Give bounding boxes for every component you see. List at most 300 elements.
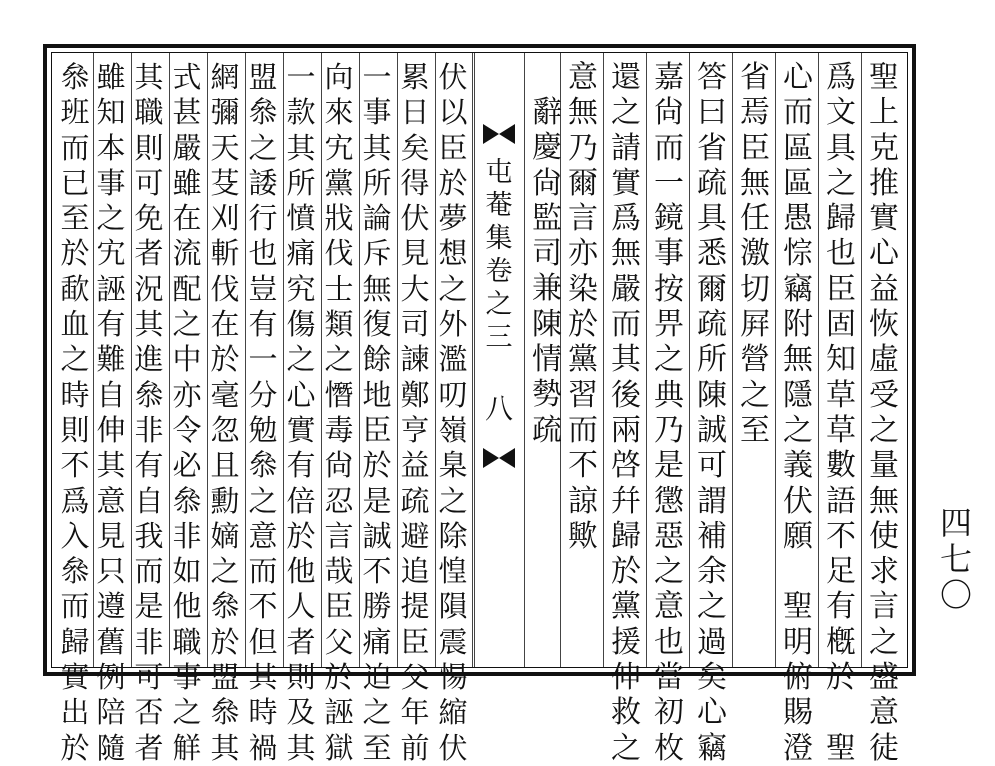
glyph: 克	[869, 130, 899, 166]
glyph: 臣	[438, 130, 468, 165]
glyph: 無	[869, 483, 899, 519]
glyph: 兩	[611, 412, 641, 448]
glyph: 誠	[697, 412, 727, 448]
glyph: 草	[826, 377, 856, 413]
page-number	[936, 505, 976, 613]
glyph: 諫	[400, 342, 430, 377]
glyph: 而	[783, 95, 813, 131]
glyph: 虛	[869, 342, 899, 378]
column-rule	[603, 53, 604, 667]
glyph: 使	[869, 518, 899, 554]
glyph: 求	[869, 554, 899, 590]
glyph: 於	[438, 165, 468, 200]
title-glyph: 之	[485, 289, 513, 320]
glyph: 之	[783, 412, 813, 448]
glyph: 言	[869, 589, 899, 625]
glyph: 隱	[783, 377, 813, 413]
glyph: 之	[438, 271, 468, 306]
glyph: 毫	[210, 377, 240, 412]
glyph: 忍	[324, 483, 354, 518]
glyph: 叅	[210, 589, 240, 624]
glyph: 於	[611, 554, 641, 590]
glyph: 中	[172, 342, 202, 377]
text-column	[246, 60, 280, 766]
glyph: 嫡	[210, 518, 240, 553]
glyph: 之	[248, 483, 278, 518]
glyph: 之	[869, 624, 899, 660]
text-column	[132, 60, 166, 766]
glyph: 來	[324, 95, 354, 130]
column-rule	[207, 53, 208, 667]
glyph: 陪	[96, 695, 126, 730]
glyph: 固	[826, 307, 856, 343]
glyph: 見	[96, 518, 126, 553]
glyph: 於	[210, 342, 240, 377]
glyph: 實	[611, 165, 641, 201]
glyph: 聖	[783, 589, 813, 625]
glyph: 余	[697, 554, 727, 590]
glyph: 爲	[826, 60, 856, 95]
glyph: 於	[826, 660, 856, 696]
glyph: 有	[248, 307, 278, 342]
glyph: 疏	[532, 412, 562, 448]
glyph: 叅	[172, 483, 202, 518]
glyph: 復	[362, 307, 392, 342]
glyph: 臬	[438, 448, 468, 483]
glyph: 及	[286, 695, 316, 730]
glyph: 父	[400, 660, 430, 695]
glyph: 伏	[783, 483, 813, 519]
glyph: 鄭	[400, 377, 430, 412]
glyph: 心	[697, 695, 727, 731]
glyph: 屛	[740, 307, 770, 343]
glyph: 如	[172, 554, 202, 589]
glyph: 類	[324, 307, 354, 342]
glyph: 鏡	[654, 201, 684, 237]
glyph: 彌	[210, 95, 240, 130]
glyph: 而	[568, 412, 598, 448]
glyph: 縮	[438, 695, 468, 730]
glyph: 區	[783, 130, 813, 166]
glyph: 只	[96, 554, 126, 589]
glyph: 時	[248, 695, 278, 730]
glyph: 無	[783, 342, 813, 378]
glyph: 血	[60, 307, 90, 342]
glyph: 叨	[438, 377, 468, 412]
glyph: 不	[362, 554, 392, 589]
glyph: 隨	[96, 730, 126, 765]
column-rule	[397, 53, 398, 667]
leaf-number: 八	[484, 392, 513, 425]
glyph: 本	[96, 130, 126, 165]
center-fold	[474, 120, 524, 540]
text-column	[737, 60, 773, 448]
glyph: 事	[96, 165, 126, 200]
glyph: 所	[362, 165, 392, 200]
glyph: 諒	[568, 483, 598, 519]
glyph: 者	[134, 236, 164, 271]
glyph: 不	[826, 518, 856, 554]
glyph: 除	[438, 518, 468, 553]
glyph: 歸	[60, 624, 90, 659]
glyph: 惶	[438, 554, 468, 589]
glyph: 至	[60, 201, 90, 236]
glyph: 遵	[96, 589, 126, 624]
glyph: 誣	[324, 695, 354, 730]
glyph: 臣	[362, 412, 392, 447]
glyph: 者	[134, 730, 164, 765]
glyph: 意	[248, 518, 278, 553]
glyph: 獄	[324, 730, 354, 765]
glyph	[823, 695, 859, 730]
text-column	[58, 60, 92, 766]
glyph: 款	[286, 95, 316, 130]
column-rule	[732, 53, 733, 667]
glyph: 已	[60, 165, 90, 200]
glyph: 雖	[172, 165, 202, 200]
glyph: 知	[826, 342, 856, 378]
glyph: 避	[400, 518, 430, 553]
glyph: 臣	[826, 271, 856, 307]
glyph: 援	[611, 624, 641, 660]
glyph: 臣	[400, 624, 430, 659]
page-number-glyph: 七	[939, 540, 972, 578]
glyph: 於	[60, 236, 90, 271]
glyph: 無	[362, 271, 392, 306]
glyph: 啓	[611, 448, 641, 484]
glyph: 行	[248, 201, 278, 236]
glyph: 補	[697, 518, 727, 554]
glyph: 具	[697, 201, 727, 237]
text-column	[694, 60, 730, 766]
glyph: 時	[60, 377, 90, 412]
glyph: 其	[611, 342, 641, 378]
glyph: 枚	[654, 730, 684, 766]
glyph: 文	[826, 95, 856, 131]
glyph: 悰	[783, 236, 813, 272]
text-column	[866, 60, 902, 766]
glyph: 矣	[697, 660, 727, 696]
glyph: 焉	[740, 95, 770, 131]
glyph: 其	[96, 448, 126, 483]
glyph: 悉	[697, 236, 727, 272]
glyph: 語	[826, 483, 856, 519]
glyph: 至	[362, 730, 392, 765]
glyph: 辭	[532, 95, 562, 130]
glyph: 徒	[869, 730, 899, 766]
glyph: 澄	[783, 730, 813, 766]
glyph: 其	[286, 130, 316, 165]
glyph: 一	[248, 342, 278, 377]
glyph: 斬	[210, 236, 240, 271]
glyph: 亨	[400, 412, 430, 447]
glyph: 懲	[654, 483, 684, 519]
glyph: 乃	[654, 412, 684, 448]
glyph: 疏	[697, 307, 727, 343]
glyph: 益	[400, 448, 430, 483]
glyph: 網	[210, 60, 240, 94]
glyph: 陳	[697, 377, 727, 413]
glyph: 日	[400, 95, 430, 130]
glyph: 無	[611, 236, 641, 272]
glyph: 救	[611, 695, 641, 731]
glyph: 出	[60, 695, 90, 730]
glyph: 之	[172, 307, 202, 342]
glyph: 黨	[568, 342, 598, 378]
title-glyph: 集	[485, 223, 513, 254]
glyph: 之	[96, 201, 126, 236]
glyph: 之	[697, 589, 727, 625]
glyph: 芟	[210, 165, 240, 200]
glyph: 之	[826, 165, 856, 201]
glyph: 職	[134, 95, 164, 130]
glyph: 可	[134, 660, 164, 695]
glyph: 有	[286, 448, 316, 483]
glyph: 切	[740, 271, 770, 307]
glyph: 有	[826, 589, 856, 625]
glyph: 竊	[697, 730, 727, 766]
column-rule	[93, 53, 94, 667]
glyph: 而	[248, 554, 278, 589]
glyph: 諉	[248, 165, 278, 200]
column-rule	[472, 53, 473, 667]
glyph: 還	[611, 60, 641, 95]
glyph: 有	[96, 307, 126, 342]
column-rule	[775, 53, 776, 667]
glyph: 斥	[362, 236, 392, 271]
column-rule	[435, 53, 436, 667]
glyph: 大	[400, 271, 430, 306]
glyph: 迫	[362, 660, 392, 695]
glyph: 向	[324, 60, 354, 94]
glyph: 以	[438, 95, 468, 130]
glyph: 盟	[210, 660, 240, 695]
glyph: 伐	[324, 236, 354, 271]
glyph: 事	[172, 660, 202, 695]
glyph: 當	[654, 660, 684, 696]
glyph: 意	[568, 60, 598, 95]
glyph: 則	[134, 130, 164, 165]
glyph: 恢	[869, 307, 899, 343]
glyph: 其	[248, 660, 278, 695]
glyph: 歸	[611, 518, 641, 554]
glyph: 誠	[362, 518, 392, 553]
glyph: 憯	[324, 377, 354, 412]
glyph: 倍	[286, 483, 316, 518]
glyph: 愚	[783, 201, 813, 237]
glyph: 分	[248, 377, 278, 412]
glyph: 追	[400, 554, 430, 589]
glyph: 監	[532, 200, 562, 236]
glyph: 知	[96, 95, 126, 130]
glyph: 叅	[60, 60, 90, 94]
glyph: 勝	[362, 589, 392, 624]
glyph: 究	[286, 271, 316, 306]
glyph: 其	[134, 60, 164, 94]
glyph: 至	[740, 412, 770, 448]
glyph: 於	[362, 448, 392, 483]
text-column	[529, 95, 565, 448]
glyph: 難	[96, 342, 126, 377]
glyph: 可	[134, 165, 164, 200]
glyph: 禍	[248, 730, 278, 765]
glyph: 者	[286, 624, 316, 659]
glyph: 天	[210, 130, 240, 165]
glyph: 前	[400, 730, 430, 765]
glyph: 不	[248, 589, 278, 624]
glyph: 歃	[60, 271, 90, 306]
glyph: 非	[172, 518, 202, 553]
glyph: 論	[362, 201, 392, 236]
glyph: 痛	[286, 236, 316, 271]
glyph: 尙	[532, 165, 562, 201]
glyph: 他	[172, 589, 202, 624]
glyph: 於	[286, 518, 316, 553]
glyph: 班	[60, 95, 90, 130]
glyph: 餘	[362, 342, 392, 377]
glyph: 嚴	[611, 271, 641, 307]
glyph: 初	[654, 695, 684, 731]
glyph: 自	[134, 483, 164, 518]
text-column	[398, 60, 432, 766]
glyph: 爲	[60, 483, 90, 518]
glyph: 是	[362, 483, 392, 518]
text-column	[94, 60, 128, 766]
text-column	[651, 60, 687, 766]
glyph: 外	[438, 307, 468, 342]
glyph: 隕	[438, 589, 468, 624]
glyph: 聖	[869, 60, 899, 95]
glyph: 士	[324, 271, 354, 306]
glyph: 而	[654, 130, 684, 166]
glyph: 臣	[324, 589, 354, 624]
glyph: 之	[869, 412, 899, 448]
glyph: 爾	[697, 271, 727, 307]
glyph: 尙	[324, 448, 354, 483]
column-rule	[169, 53, 170, 667]
glyph: 不	[60, 448, 90, 483]
glyph: 願	[783, 518, 813, 554]
glyph: 非	[134, 624, 164, 659]
glyph: 我	[134, 518, 164, 553]
glyph: 爲	[611, 201, 641, 237]
glyph: 賜	[783, 695, 813, 731]
glyph: 累	[400, 60, 430, 94]
glyph: 之	[60, 342, 90, 377]
glyph: 之	[324, 342, 354, 377]
glyph: 實	[60, 660, 90, 695]
glyph: 忽	[210, 412, 240, 447]
glyph: 自	[96, 377, 126, 412]
glyph: 義	[783, 448, 813, 484]
glyph: 且	[210, 448, 240, 483]
glyph: 他	[286, 554, 316, 589]
glyph: 之	[654, 342, 684, 378]
glyph: 況	[134, 271, 164, 306]
column-rule	[689, 53, 690, 667]
glyph: 而	[611, 307, 641, 343]
glyph: 上	[869, 95, 899, 131]
glyph: 但	[248, 624, 278, 659]
glyph: 在	[172, 201, 202, 236]
glyph: 舊	[96, 624, 126, 659]
glyph: 一	[286, 60, 316, 94]
glyph: 歸	[826, 201, 856, 237]
glyph: 營	[740, 342, 770, 378]
glyph: 父	[324, 624, 354, 659]
glyph: 盟	[248, 60, 278, 94]
column-rule	[245, 53, 246, 667]
glyph: 按	[654, 271, 684, 307]
glyph: 之	[611, 730, 641, 766]
column-rule	[283, 53, 284, 667]
glyph: 黨	[324, 165, 354, 200]
glyph: 宄	[324, 130, 354, 165]
glyph: 慶	[532, 130, 562, 166]
glyph: 爾	[568, 165, 598, 201]
glyph: 俯	[783, 660, 813, 696]
glyph: 叅	[248, 448, 278, 483]
glyph: 足	[826, 554, 856, 590]
glyph: 省	[697, 130, 727, 166]
glyph: 想	[438, 236, 468, 271]
glyph: 盛	[869, 660, 899, 696]
text-column	[208, 60, 242, 766]
glyph: 雖	[96, 60, 126, 94]
glyph: 之	[654, 554, 684, 590]
glyph: 之	[362, 695, 392, 730]
glyph: 其	[210, 730, 240, 765]
glyph: 流	[172, 236, 202, 271]
glyph: 歟	[568, 518, 598, 554]
glyph: 請	[611, 130, 641, 166]
text-column	[436, 60, 470, 766]
glyph: 司	[400, 307, 430, 342]
glyph: 年	[400, 695, 430, 730]
glyph: 尙	[654, 95, 684, 131]
fish-tail-ornament-icon	[479, 444, 519, 472]
glyph: 誣	[96, 271, 126, 306]
glyph: 臣	[740, 130, 770, 166]
glyph: 省	[740, 60, 770, 95]
glyph: 例	[96, 660, 126, 695]
glyph: 職	[172, 624, 202, 659]
glyph: 地	[362, 377, 392, 412]
glyph: 是	[134, 589, 164, 624]
glyph: 無	[568, 95, 598, 131]
glyph: 而	[60, 589, 90, 624]
glyph: 疏	[697, 165, 727, 201]
glyph: 陳	[532, 306, 562, 342]
glyph: 得	[400, 165, 430, 200]
glyph: 伏	[438, 60, 468, 94]
glyph: 否	[134, 695, 164, 730]
glyph: 聖	[826, 730, 856, 766]
glyph: 草	[826, 412, 856, 448]
text-column	[284, 60, 318, 766]
glyph: 竊	[783, 271, 813, 307]
glyph: 答	[697, 60, 727, 95]
column-rule	[131, 53, 132, 667]
glyph: 豈	[248, 271, 278, 306]
glyph: 益	[869, 271, 899, 307]
glyph: 於	[60, 730, 90, 765]
title-glyph: 三	[485, 322, 513, 353]
text-column	[322, 60, 356, 766]
glyph: 一	[362, 60, 392, 94]
glyph: 明	[783, 624, 813, 660]
glyph: 叅	[248, 95, 278, 130]
